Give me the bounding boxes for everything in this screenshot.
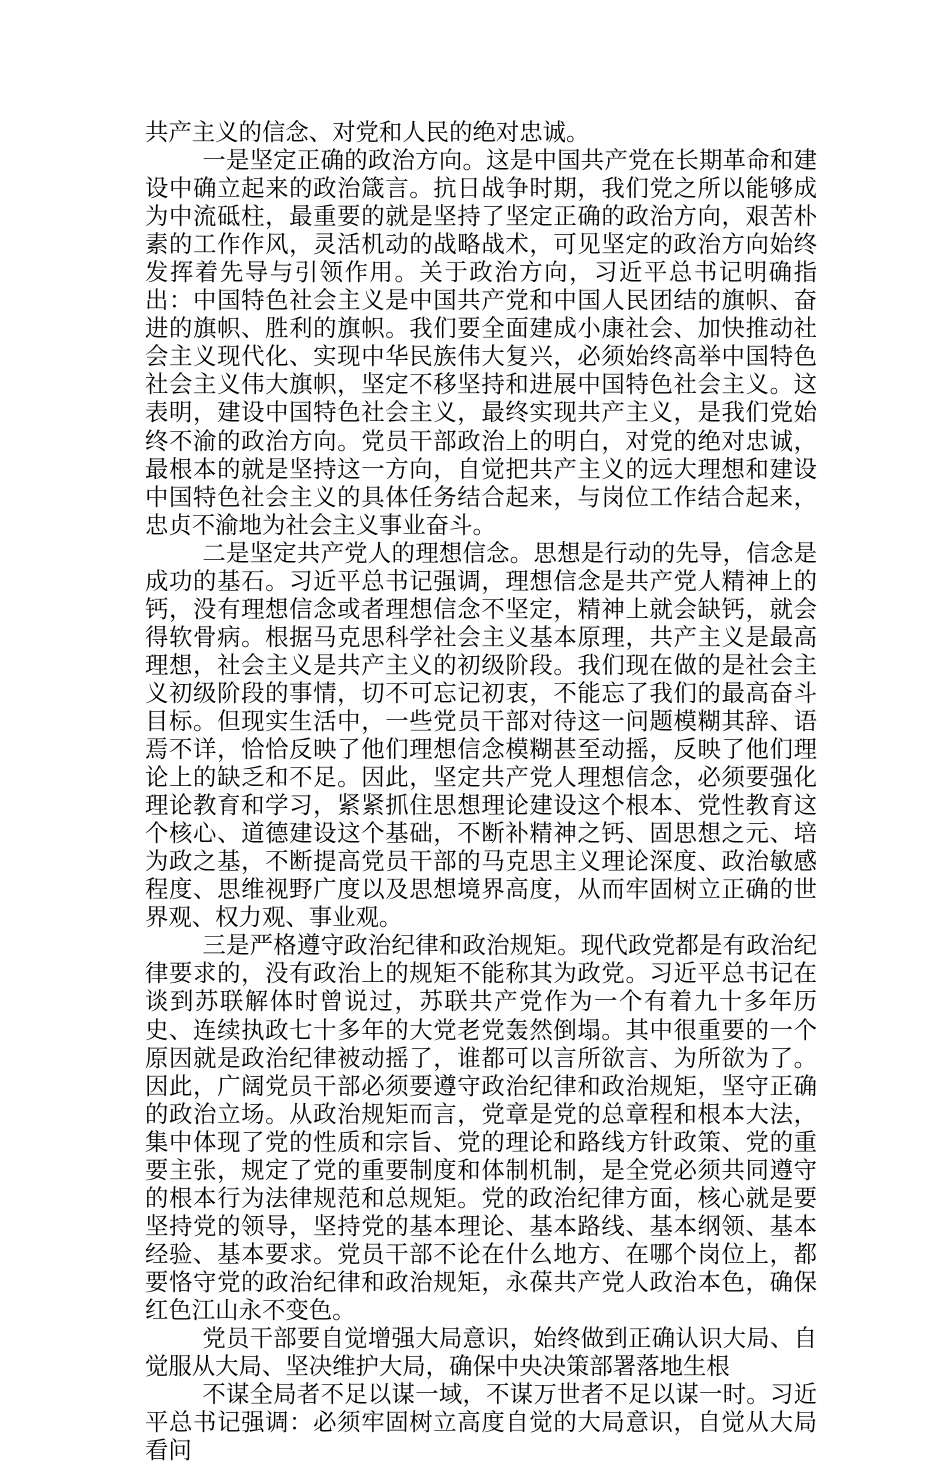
- document-body: [145, 118, 817, 1464]
- paragraph-ideals-beliefs: 二是坚定共产党人的理想信念。思想是行动的先导，信念是成功的基石。习近平总书记强调，理想信念是共产党人精神上的钙，没有理想信念或者理想信念不坚定，精神上就会缺钙，就会得软骨病。根据马克思科学社会主义基本原理，共产主义是最高理想，社会主义是共产主义的初级阶段。我们现在做的是社会主义初级阶段的事情，切不可忘记初衷，不能忘了我们的最高奋斗目标。但现实生活中，一些党员干部对待这一问题模糊其辞、语焉不详，恰恰反映了他们理想信念模糊甚至动摇，反映了他们理论上的缺乏和不足。因此，坚定共产党人理想信念，必须要强化理论教育和学习，紧紧抓住思想理论建设这个根本、党性教育这个核心、道德建设这个基础，不断补精神之钙、固思想之元、培为政之基，不断提高党员干部的马克思主义理论深度、政治敏感程度、思维视野广度以及思想境界高度，从而牢固树立正确的世界观、权力观、事业观。: [145, 538, 817, 932]
- paragraph-political-discipline: 三是严格遵守政治纪律和政治规矩。现代政党都是有政治纪律要求的，没有政治上的规矩不能称其为政党。习近平总书记在谈到苏联解体时曾说过，苏联共产党作为一个有着九十多年历史、连续执政七十多年的大党老党轰然倒塌。其中很重要的一个原因就是政治纪律被动摇了，谁都可以言所欲言、为所欲为了。因此，广阔党员干部必须要遵守政治纪律和政治规矩，坚守正确的政治立场。从政治规矩而言，党章是党的总章程和根本大法，集中体现了党的性质和宗旨、党的理论和路线方针政策、党的重要主张，规定了党的重要制度和体制机制，是全党必须共同遵守的根本行为法律规范和总规矩。党的政治纪律方面，核心就是要坚持党的领导，坚持党的基本理论、基本路线、基本纲领、基本经验、基本要求。党员干部不论在什么地方、在哪个岗位上，都要恪守党的政治纪律和政治规矩，永葆共产党人政治本色，确保红色江山永不变色。: [145, 931, 817, 1324]
- paragraph-overall-situation: 不谋全局者不足以谋一域，不谋万世者不足以谋一时。习近平总书记强调：必须牢固树立高度自觉的大局意识，自觉从大局看问: [145, 1380, 817, 1464]
- paragraph-political-direction: 一是坚定正确的政治方向。这是中国共产党在长期革命和建设中确立起来的政治箴言。抗日战争时期，我们党之所以能够成为中流砥柱，最重要的就是坚持了坚定正确的政治方向，艰苦朴素的工作作风，灵活机动的战略战术，可见坚定的政治方向始终发挥着先导与引领作用。关于政治方向，习近平总书记明确指出：中国特色社会主义是中国共产党和中国人民团结的旗帜、奋进的旗帜、胜利的旗帜。我们要全面建成小康社会、加快推动社会主义现代化、实现中华民族伟大复兴，必须始终高举中国特色社会主义伟大旗帜，坚定不移坚持和进展中国特色社会主义。这表明，建设中国特色社会主义，最终实现共产主义，是我们党始终不渝的政治方向。党员干部政治上的明白，对党的绝对忠诚，最根本的就是坚持这一方向，自觉把共产主义的远大理想和建设中国特色社会主义的具体任务结合起来，与岗位工作结合起来，忠贞不渝地为社会主义事业奋斗。: [145, 146, 817, 539]
- paragraph-overall-situation-heading: 党员干部要自觉增强大局意识，始终做到正确认识大局、自觉服从大局、坚决维护大局，确保中央决策部署落地生根: [145, 1324, 817, 1381]
- paragraph-continuation: 共产主义的信念、对党和人民的绝对忠诚。: [145, 118, 590, 146]
